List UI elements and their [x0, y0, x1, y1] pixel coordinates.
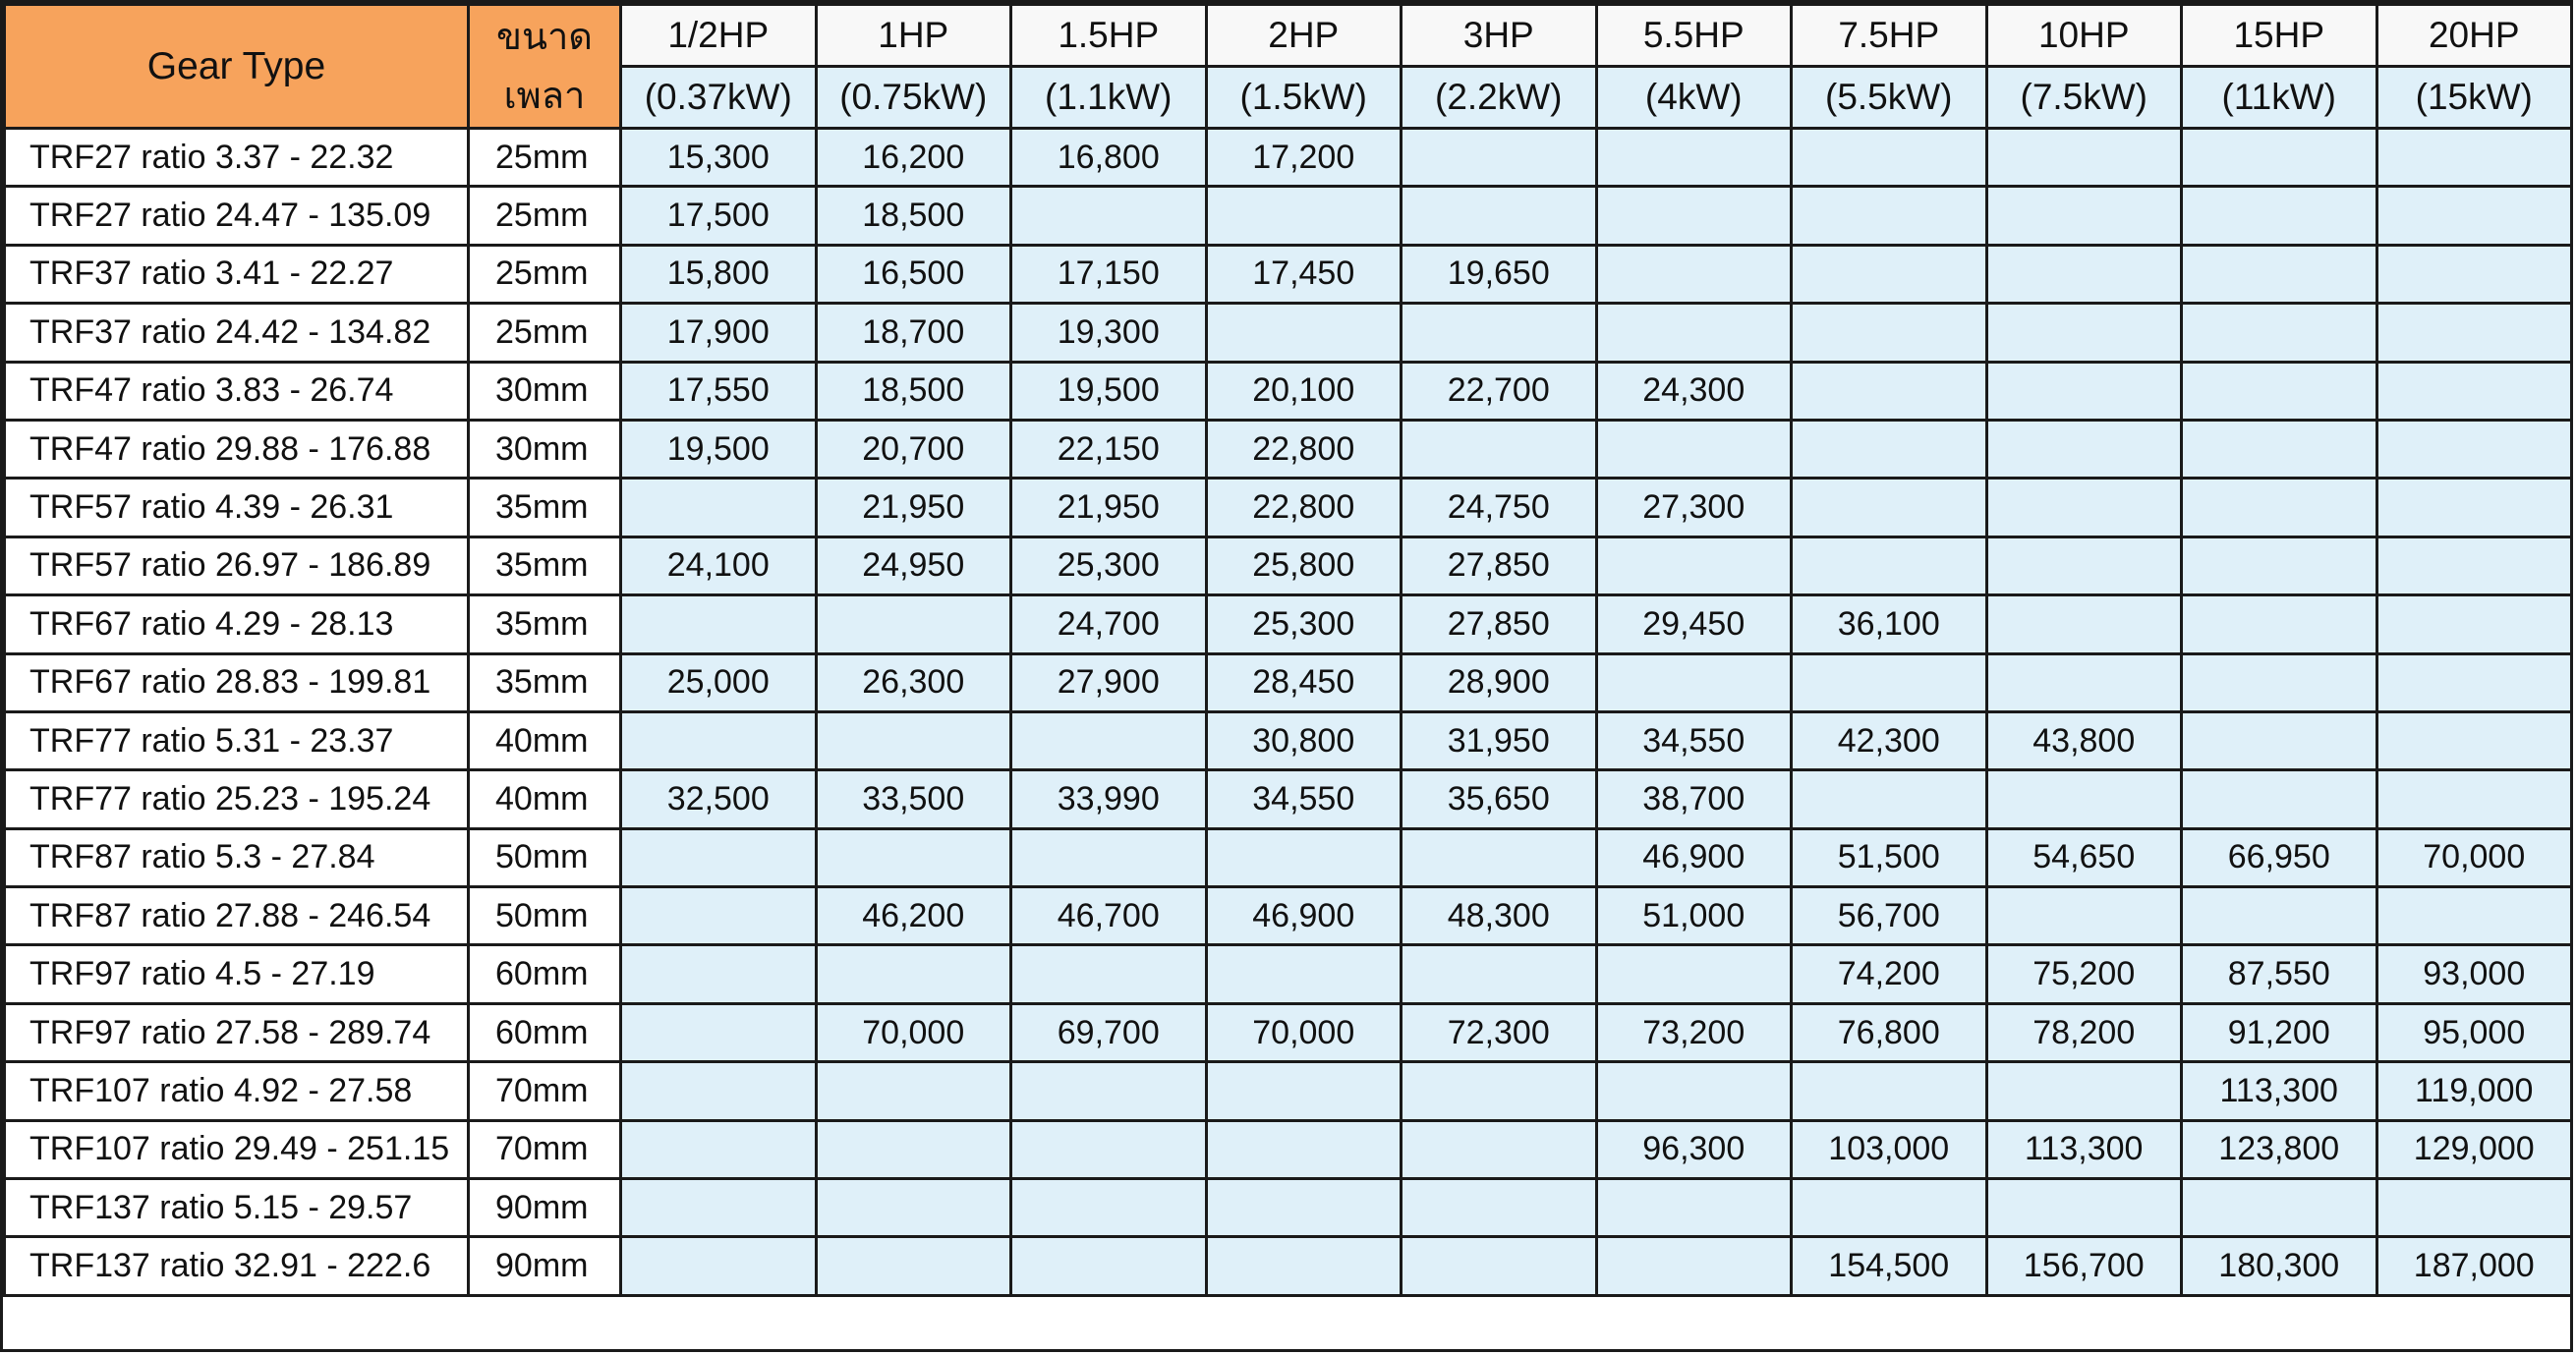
power-header-hp: 2HP — [1206, 5, 1402, 67]
table-row — [5, 129, 2572, 187]
price-cell: 38,700 — [1596, 770, 1792, 828]
price-cell — [621, 711, 817, 769]
price-cell: 96,300 — [1596, 1120, 1792, 1178]
table-row — [5, 187, 2572, 245]
power-header-hp: 1HP — [816, 5, 1011, 67]
price-cell — [1792, 187, 1987, 245]
price-cell — [2376, 479, 2572, 536]
price-cell — [621, 1003, 817, 1061]
price-cell: 51,500 — [1792, 828, 1987, 886]
price-cell: 28,450 — [1206, 653, 1402, 711]
price-cell: 16,500 — [816, 245, 1011, 303]
price-cell — [1986, 1062, 2182, 1120]
price-cell: 15,800 — [621, 245, 817, 303]
price-cell — [1986, 129, 2182, 187]
table-row — [5, 1003, 2572, 1061]
shaft-size-cell: 35mm — [469, 536, 621, 594]
price-cell: 95,000 — [2376, 1003, 2572, 1061]
shaft-size-cell: 30mm — [469, 362, 621, 420]
price-cell — [2376, 420, 2572, 478]
price-cell — [621, 887, 817, 945]
price-cell — [1206, 828, 1402, 886]
price-cell: 54,650 — [1986, 828, 2182, 886]
price-cell — [2182, 479, 2377, 536]
shaft-size-cell: 60mm — [469, 1003, 621, 1061]
price-cell: 33,990 — [1011, 770, 1207, 828]
price-cell — [1986, 420, 2182, 478]
price-cell: 25,000 — [621, 653, 817, 711]
price-cell — [1986, 362, 2182, 420]
table-row — [5, 887, 2572, 945]
table-row — [5, 245, 2572, 303]
price-cell: 123,800 — [2182, 1120, 2377, 1178]
gear-type-cell: TRF87 ratio 5.3 - 27.84 — [5, 828, 469, 886]
price-cell — [621, 1179, 817, 1237]
price-cell — [1792, 770, 1987, 828]
price-cell — [1596, 187, 1792, 245]
gear-type-cell: TRF57 ratio 4.39 - 26.31 — [5, 479, 469, 536]
price-cell: 35,650 — [1402, 770, 1597, 828]
price-cell — [1792, 245, 1987, 303]
price-cell — [2376, 304, 2572, 362]
price-cell — [816, 828, 1011, 886]
price-cell: 87,550 — [2182, 945, 2377, 1003]
gear-price-table — [3, 3, 2573, 1297]
price-cell: 27,850 — [1402, 595, 1597, 653]
price-cell — [816, 1120, 1011, 1178]
price-cell — [1986, 536, 2182, 594]
gear-type-cell: TRF67 ratio 28.83 - 199.81 — [5, 653, 469, 711]
price-cell — [816, 711, 1011, 769]
table-row — [5, 1120, 2572, 1178]
price-cell: 19,650 — [1402, 245, 1597, 303]
price-cell: 16,200 — [816, 129, 1011, 187]
price-cell — [1596, 245, 1792, 303]
price-cell — [1986, 479, 2182, 536]
price-cell: 36,100 — [1792, 595, 1987, 653]
price-cell: 17,150 — [1011, 245, 1207, 303]
price-cell — [1792, 1062, 1987, 1120]
price-cell: 76,800 — [1792, 1003, 1987, 1061]
shaft-header-line1: ขนาด — [496, 16, 593, 58]
price-cell: 56,700 — [1792, 887, 1987, 945]
table-row — [5, 945, 2572, 1003]
price-cell — [1206, 1062, 1402, 1120]
price-cell: 129,000 — [2376, 1120, 2572, 1178]
price-cell — [1402, 1179, 1597, 1237]
price-cell: 33,500 — [816, 770, 1011, 828]
price-cell — [1596, 653, 1792, 711]
price-cell: 27,900 — [1011, 653, 1207, 711]
price-cell: 29,450 — [1596, 595, 1792, 653]
gear-type-header: Gear Type — [5, 5, 469, 129]
shaft-size-cell: 70mm — [469, 1120, 621, 1178]
price-cell: 24,100 — [621, 536, 817, 594]
price-cell — [1986, 887, 2182, 945]
power-header-hp: 1.5HP — [1011, 5, 1207, 67]
price-cell: 21,950 — [1011, 479, 1207, 536]
price-cell: 154,500 — [1792, 1237, 1987, 1295]
price-cell: 119,000 — [2376, 1062, 2572, 1120]
shaft-size-cell: 25mm — [469, 304, 621, 362]
gear-type-cell: TRF47 ratio 3.83 - 26.74 — [5, 362, 469, 420]
price-cell: 22,800 — [1206, 420, 1402, 478]
price-cell: 17,450 — [1206, 245, 1402, 303]
price-cell — [1596, 945, 1792, 1003]
price-cell — [2376, 536, 2572, 594]
price-cell: 34,550 — [1206, 770, 1402, 828]
price-cell — [2182, 653, 2377, 711]
price-cell — [621, 1062, 817, 1120]
price-cell — [621, 595, 817, 653]
table-row — [5, 595, 2572, 653]
price-cell: 48,300 — [1402, 887, 1597, 945]
price-cell: 113,300 — [2182, 1062, 2377, 1120]
price-cell — [1402, 187, 1597, 245]
price-cell — [1986, 595, 2182, 653]
price-cell — [1596, 304, 1792, 362]
price-cell: 30,800 — [1206, 711, 1402, 769]
shaft-size-cell: 90mm — [469, 1237, 621, 1295]
price-cell: 24,950 — [816, 536, 1011, 594]
price-cell: 43,800 — [1986, 711, 2182, 769]
shaft-size-cell: 70mm — [469, 1062, 621, 1120]
price-cell: 24,700 — [1011, 595, 1207, 653]
price-cell: 19,500 — [621, 420, 817, 478]
price-cell — [2182, 887, 2377, 945]
price-cell: 21,950 — [816, 479, 1011, 536]
price-cell — [1011, 711, 1207, 769]
price-cell — [1011, 1237, 1207, 1295]
price-cell: 103,000 — [1792, 1120, 1987, 1178]
gear-type-cell: TRF37 ratio 24.42 - 134.82 — [5, 304, 469, 362]
power-header-hp: 3HP — [1402, 5, 1597, 67]
price-cell — [1986, 245, 2182, 303]
price-cell — [2182, 129, 2377, 187]
price-cell: 24,750 — [1402, 479, 1597, 536]
price-cell — [1011, 1062, 1207, 1120]
price-cell — [1596, 129, 1792, 187]
power-header-hp: 10HP — [1986, 5, 2182, 67]
gear-type-cell: TRF47 ratio 29.88 - 176.88 — [5, 420, 469, 478]
shaft-size-cell: 90mm — [469, 1179, 621, 1237]
price-cell: 18,500 — [816, 187, 1011, 245]
price-cell: 32,500 — [621, 770, 817, 828]
price-cell: 46,900 — [1206, 887, 1402, 945]
price-cell — [2376, 770, 2572, 828]
price-cell: 22,700 — [1402, 362, 1597, 420]
price-cell — [1402, 828, 1597, 886]
price-cell: 24,300 — [1596, 362, 1792, 420]
power-header-kw: (2.2kW) — [1402, 67, 1597, 129]
gear-type-cell: TRF37 ratio 3.41 - 22.27 — [5, 245, 469, 303]
price-cell — [1206, 1120, 1402, 1178]
gear-type-cell: TRF107 ratio 4.92 - 27.58 — [5, 1062, 469, 1120]
price-cell — [1206, 1237, 1402, 1295]
gear-type-cell: TRF137 ratio 5.15 - 29.57 — [5, 1179, 469, 1237]
price-cell: 156,700 — [1986, 1237, 2182, 1295]
gear-type-cell: TRF97 ratio 27.58 - 289.74 — [5, 1003, 469, 1061]
price-cell — [1986, 304, 2182, 362]
table-row — [5, 1237, 2572, 1295]
price-cell: 34,550 — [1596, 711, 1792, 769]
gear-type-cell: TRF77 ratio 25.23 - 195.24 — [5, 770, 469, 828]
price-cell — [2182, 420, 2377, 478]
price-cell — [1011, 945, 1207, 1003]
table-row — [5, 304, 2572, 362]
price-cell — [816, 595, 1011, 653]
price-cell: 72,300 — [1402, 1003, 1597, 1061]
price-cell: 17,500 — [621, 187, 817, 245]
price-cell: 70,000 — [816, 1003, 1011, 1061]
price-cell: 74,200 — [1792, 945, 1987, 1003]
price-cell — [816, 1237, 1011, 1295]
table-row — [5, 420, 2572, 478]
price-cell — [1792, 1179, 1987, 1237]
price-cell — [621, 1120, 817, 1178]
price-cell — [1206, 1179, 1402, 1237]
table-row — [5, 1179, 2572, 1237]
power-header-kw: (0.75kW) — [816, 67, 1011, 129]
power-header-kw: (15kW) — [2376, 67, 2572, 129]
price-cell — [1402, 1237, 1597, 1295]
table-row — [5, 711, 2572, 769]
price-cell: 22,800 — [1206, 479, 1402, 536]
table-row — [5, 653, 2572, 711]
price-cell — [2376, 187, 2572, 245]
price-cell — [1011, 1179, 1207, 1237]
price-cell — [816, 1179, 1011, 1237]
price-cell — [621, 828, 817, 886]
gear-type-cell: TRF97 ratio 4.5 - 27.19 — [5, 945, 469, 1003]
price-cell: 70,000 — [2376, 828, 2572, 886]
price-cell — [2182, 536, 2377, 594]
price-cell — [2376, 1179, 2572, 1237]
power-header-hp: 7.5HP — [1792, 5, 1987, 67]
price-cell — [816, 945, 1011, 1003]
price-cell — [1792, 420, 1987, 478]
shaft-size-cell: 25mm — [469, 129, 621, 187]
price-cell: 180,300 — [2182, 1237, 2377, 1295]
price-cell: 22,150 — [1011, 420, 1207, 478]
price-cell: 28,900 — [1402, 653, 1597, 711]
shaft-size-header — [469, 5, 621, 129]
price-cell: 18,500 — [816, 362, 1011, 420]
gear-type-cell: TRF137 ratio 32.91 - 222.6 — [5, 1237, 469, 1295]
price-cell: 31,950 — [1402, 711, 1597, 769]
price-cell: 17,900 — [621, 304, 817, 362]
price-cell — [2376, 245, 2572, 303]
power-header-kw: (1.1kW) — [1011, 67, 1207, 129]
price-cell: 15,300 — [621, 129, 817, 187]
shaft-size-cell: 40mm — [469, 711, 621, 769]
price-cell: 75,200 — [1986, 945, 2182, 1003]
shaft-header-line2: เพลา — [503, 75, 586, 117]
price-cell: 46,200 — [816, 887, 1011, 945]
price-cell — [621, 945, 817, 1003]
price-cell: 66,950 — [2182, 828, 2377, 886]
price-cell — [2182, 362, 2377, 420]
price-cell: 93,000 — [2376, 945, 2572, 1003]
price-cell: 17,550 — [621, 362, 817, 420]
shaft-size-cell: 25mm — [469, 187, 621, 245]
power-header-kw: (0.37kW) — [621, 67, 817, 129]
price-cell — [1596, 1179, 1792, 1237]
price-cell: 19,300 — [1011, 304, 1207, 362]
price-cell — [1596, 536, 1792, 594]
price-cell — [621, 1237, 817, 1295]
shaft-size-cell: 35mm — [469, 479, 621, 536]
price-cell — [2182, 187, 2377, 245]
price-cell: 78,200 — [1986, 1003, 2182, 1061]
gear-type-cell: TRF87 ratio 27.88 - 246.54 — [5, 887, 469, 945]
price-cell: 187,000 — [2376, 1237, 2572, 1295]
shaft-size-cell: 50mm — [469, 887, 621, 945]
price-cell — [1986, 187, 2182, 245]
price-cell — [2376, 595, 2572, 653]
table-row — [5, 1062, 2572, 1120]
price-cell: 27,300 — [1596, 479, 1792, 536]
price-cell — [1792, 304, 1987, 362]
price-cell — [1596, 420, 1792, 478]
price-cell — [2376, 711, 2572, 769]
price-cell: 46,900 — [1596, 828, 1792, 886]
price-cell — [1011, 187, 1207, 245]
shaft-size-cell: 35mm — [469, 595, 621, 653]
price-cell: 113,300 — [1986, 1120, 2182, 1178]
price-cell: 73,200 — [1596, 1003, 1792, 1061]
table-row — [5, 479, 2572, 536]
price-cell: 20,100 — [1206, 362, 1402, 420]
price-cell: 19,500 — [1011, 362, 1207, 420]
table-header — [5, 5, 2572, 129]
price-cell — [1596, 1062, 1792, 1120]
price-cell — [1792, 653, 1987, 711]
shaft-size-cell: 35mm — [469, 653, 621, 711]
price-cell — [1792, 129, 1987, 187]
price-cell — [1986, 1179, 2182, 1237]
table-row — [5, 536, 2572, 594]
price-cell — [1402, 1062, 1597, 1120]
price-cell: 25,300 — [1206, 595, 1402, 653]
price-cell — [2182, 304, 2377, 362]
price-cell — [1206, 945, 1402, 1003]
gear-type-cell: TRF77 ratio 5.31 - 23.37 — [5, 711, 469, 769]
price-cell — [2376, 653, 2572, 711]
power-header-hp: 20HP — [2376, 5, 2572, 67]
power-header-hp: 5.5HP — [1596, 5, 1792, 67]
shaft-size-cell: 40mm — [469, 770, 621, 828]
price-cell — [816, 1062, 1011, 1120]
price-cell — [1402, 129, 1597, 187]
price-cell: 18,700 — [816, 304, 1011, 362]
price-cell: 46,700 — [1011, 887, 1207, 945]
price-cell: 16,800 — [1011, 129, 1207, 187]
price-cell — [1792, 362, 1987, 420]
power-header-kw: (5.5kW) — [1792, 67, 1987, 129]
shaft-size-cell: 60mm — [469, 945, 621, 1003]
price-cell — [1792, 479, 1987, 536]
table-row — [5, 362, 2572, 420]
price-cell — [2182, 711, 2377, 769]
gear-type-cell: TRF27 ratio 3.37 - 22.32 — [5, 129, 469, 187]
price-cell — [2376, 887, 2572, 945]
price-cell — [2376, 129, 2572, 187]
price-cell: 69,700 — [1011, 1003, 1207, 1061]
price-cell — [1402, 420, 1597, 478]
price-cell: 17,200 — [1206, 129, 1402, 187]
price-cell — [2182, 595, 2377, 653]
price-cell: 70,000 — [1206, 1003, 1402, 1061]
shaft-size-cell: 25mm — [469, 245, 621, 303]
price-cell — [2182, 245, 2377, 303]
price-cell — [1206, 187, 1402, 245]
gear-type-cell: TRF57 ratio 26.97 - 186.89 — [5, 536, 469, 594]
price-cell — [1011, 1120, 1207, 1178]
price-cell: 91,200 — [2182, 1003, 2377, 1061]
price-cell: 25,300 — [1011, 536, 1207, 594]
price-cell: 42,300 — [1792, 711, 1987, 769]
gear-type-cell: TRF27 ratio 24.47 - 135.09 — [5, 187, 469, 245]
price-cell: 20,700 — [816, 420, 1011, 478]
price-cell: 27,850 — [1402, 536, 1597, 594]
price-cell — [1402, 1120, 1597, 1178]
shaft-size-cell: 50mm — [469, 828, 621, 886]
gear-type-cell: TRF107 ratio 29.49 - 251.15 — [5, 1120, 469, 1178]
price-cell — [1986, 653, 2182, 711]
power-header-kw: (11kW) — [2182, 67, 2377, 129]
price-cell — [1596, 1237, 1792, 1295]
table-body — [5, 129, 2572, 1296]
power-header-kw: (7.5kW) — [1986, 67, 2182, 129]
price-cell: 25,800 — [1206, 536, 1402, 594]
price-cell — [1402, 304, 1597, 362]
price-cell — [1402, 945, 1597, 1003]
price-cell — [2182, 770, 2377, 828]
power-header-hp: 1/2HP — [621, 5, 817, 67]
power-header-kw: (4kW) — [1596, 67, 1792, 129]
power-header-hp: 15HP — [2182, 5, 2377, 67]
price-cell — [2376, 362, 2572, 420]
price-cell: 26,300 — [816, 653, 1011, 711]
price-cell — [621, 479, 817, 536]
price-cell — [2182, 1179, 2377, 1237]
price-cell — [1792, 536, 1987, 594]
table-row — [5, 828, 2572, 886]
price-cell — [1986, 770, 2182, 828]
price-cell: 51,000 — [1596, 887, 1792, 945]
power-header-kw: (1.5kW) — [1206, 67, 1402, 129]
header-row-hp — [5, 5, 2572, 67]
price-cell — [1206, 304, 1402, 362]
shaft-size-cell: 30mm — [469, 420, 621, 478]
price-cell — [1011, 828, 1207, 886]
gear-type-cell: TRF67 ratio 4.29 - 28.13 — [5, 595, 469, 653]
table-row — [5, 770, 2572, 828]
